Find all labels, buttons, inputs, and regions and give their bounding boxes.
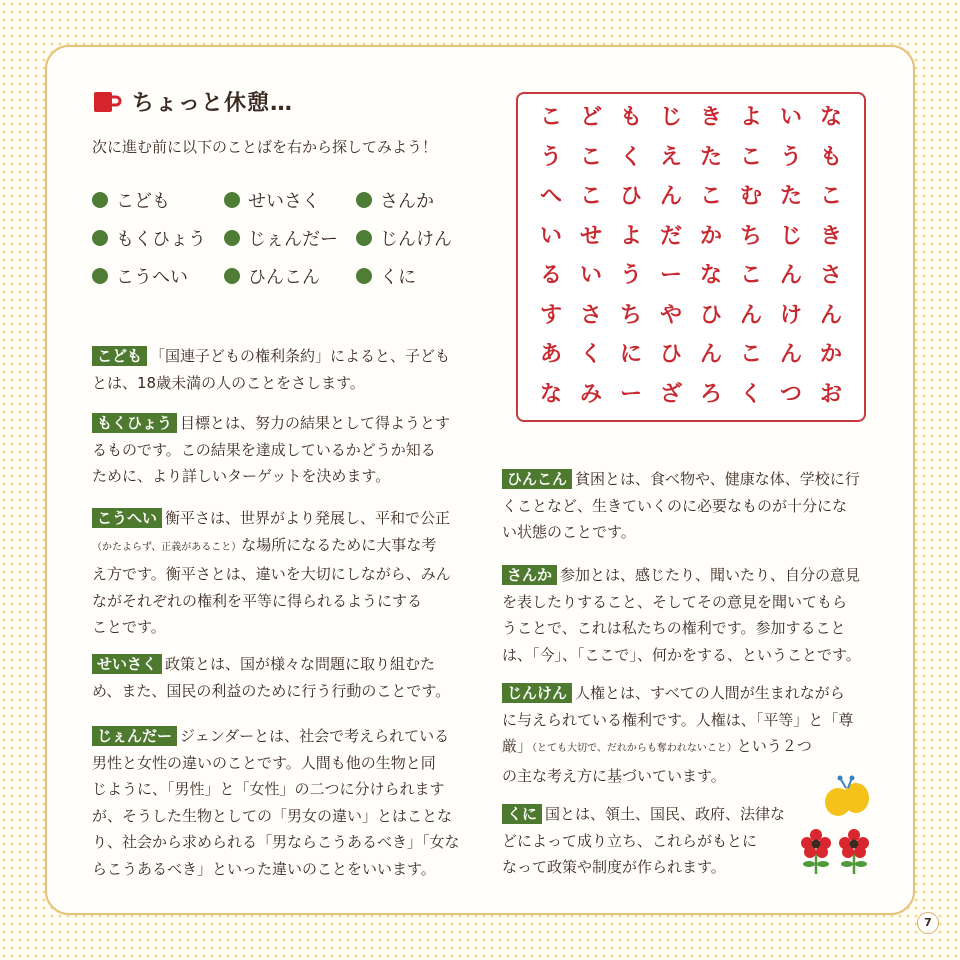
bullet-icon — [92, 268, 108, 284]
grid-cell: か — [699, 223, 722, 249]
grid-cell: さ — [819, 263, 842, 288]
bullet-icon — [224, 268, 240, 284]
grid-cell: ん — [699, 342, 722, 367]
grid-cell: こ — [739, 342, 762, 367]
grid-cell: た — [699, 144, 722, 170]
grid-cell: う — [619, 263, 642, 288]
word-item: じんけん — [356, 226, 482, 250]
grid-cell: ち — [619, 302, 642, 328]
definition-seisaku: せいさく 政策とは、国が様々な問題に取り組むた め、また、国民の利益のために行う行動のことです。 — [92, 655, 451, 700]
term-tag: もくひょう — [92, 413, 177, 433]
definition-hinkon: ひんこん 貧困とは、食べ物や、健康な体、学校に行 くことなど、生きていくのに必要なものが十分にな い状態のことです。 — [502, 470, 860, 541]
page-title: ちょっと休憩… — [132, 91, 294, 116]
grid-cell: ー — [619, 381, 642, 407]
grid-cell: う — [539, 144, 562, 170]
grid-cell: む — [739, 184, 762, 209]
flower-icon — [798, 828, 834, 876]
grid-cell: く — [739, 381, 762, 407]
flower-icon — [836, 828, 872, 876]
grid-cell: こ — [579, 184, 602, 209]
grid-cell: も — [619, 105, 642, 130]
grid-cell: く — [619, 144, 642, 170]
grid-cell: じ — [779, 223, 802, 249]
grid-cell: ん — [779, 342, 802, 367]
grid-cell: よ — [619, 223, 642, 249]
definition-mokuhyou: もくひょう 目標とは、努力の結果として得ようとす るものです。この結果を達成しているかどうか知る ために、より詳しいターゲットを決めます。 — [92, 414, 451, 485]
grid-cell: き — [699, 105, 722, 130]
grid-cell: な — [699, 263, 722, 288]
definition-kuni: くに 国とは、領土、国民、政府、法律な どによって成り立ち、これらがもとに なって政策や制度が作られます。 — [502, 805, 786, 876]
term-tag: くに — [502, 804, 542, 824]
grid-cell: さ — [579, 302, 602, 328]
grid-cell: こ — [579, 144, 602, 170]
grid-cell: ー — [659, 263, 682, 288]
grid-cell: き — [819, 223, 842, 249]
word-item: ひんこん — [224, 264, 356, 288]
butterfly-icon — [822, 774, 872, 820]
grid-cell: や — [659, 302, 682, 328]
term-tag: ひんこん — [502, 469, 572, 489]
definition-gender: じぇんだー ジェンダーとは、社会で考えられている 男性と女性の違いのことです。人間も他の生物と同 じように、「男性」と「女性」の二つに分けられます が、そうした生物としての「男女の違い」とはことな り、社会から求められる「男ならこうあるべき」「女な らこうあるべき」といった違いのことをいいます。 — [92, 727, 460, 878]
word-item: もくひょう — [92, 226, 224, 250]
bullet-icon — [356, 230, 372, 246]
grid-cell: ひ — [619, 184, 642, 209]
grid-cell: ん — [779, 263, 802, 288]
word-item: せいさく — [224, 188, 356, 212]
grid-cell: お — [819, 381, 842, 407]
grid-cell: な — [539, 381, 562, 407]
bullet-icon — [224, 192, 240, 208]
grid-cell: ひ — [659, 342, 682, 367]
grid-cell: へ — [539, 184, 562, 209]
grid-cell: ろ — [699, 381, 722, 407]
word-item: こども — [92, 188, 224, 212]
grid-cell: よ — [739, 105, 762, 130]
grid-cell: る — [539, 263, 562, 288]
grid-cell: じ — [659, 105, 682, 130]
term-tag: じぇんだー — [92, 726, 177, 746]
grid-cell: ど — [579, 105, 602, 130]
page-number: 7 — [917, 912, 939, 934]
word-item: くに — [356, 264, 482, 288]
word-item: さんか — [356, 188, 482, 212]
grid-cell: も — [819, 144, 842, 170]
definition-jinken: じんけん 人権とは、すべての人間が生まれながら に与えられている権利です。人権は、「平等」と「尊 厳」（とても大切で、だれからも奪われないこと）という２つ の主な考え方に基づいています。 — [502, 684, 854, 785]
grid-cell: ち — [739, 223, 762, 249]
term-tag: せいさく — [92, 654, 162, 674]
grid-cell: え — [659, 144, 682, 170]
grid-cell: か — [819, 342, 842, 367]
grid-cell: い — [579, 263, 602, 288]
bullet-icon — [356, 192, 372, 208]
title-row — [92, 86, 293, 117]
mug-icon — [92, 89, 122, 115]
grid-cell: こ — [739, 263, 762, 288]
bullet-icon — [224, 230, 240, 246]
grid-cell: い — [779, 105, 802, 130]
grid-cell: せ — [579, 223, 602, 249]
grid-cell: く — [579, 342, 602, 367]
grid-cell: こ — [739, 144, 762, 170]
grid-cell: こ — [699, 184, 722, 209]
term-tag: こうへい — [92, 508, 162, 528]
word-search-grid — [516, 92, 866, 422]
grid-cell: だ — [659, 223, 682, 249]
bullet-icon — [356, 268, 372, 284]
grid-cell: す — [539, 302, 562, 328]
word-item: こうへい — [92, 264, 224, 288]
grid-cell: ん — [739, 302, 762, 328]
grid-cell: な — [819, 105, 842, 130]
grid-cell: こ — [539, 105, 562, 130]
grid-cell: ん — [819, 302, 842, 328]
word-list — [92, 188, 482, 288]
grid-cell: ざ — [659, 381, 682, 407]
grid-cell: つ — [779, 381, 802, 407]
grid-cell: あ — [539, 342, 562, 367]
grid-cell: ん — [659, 184, 682, 209]
grid-cell: こ — [819, 184, 842, 209]
grid-cell: に — [619, 342, 642, 367]
term-tag: じんけん — [502, 683, 572, 703]
grid-cell: け — [779, 302, 802, 328]
grid-cell: た — [779, 184, 802, 209]
intro-text: 次に進む前に以下のことばを右から探してみよう！ — [92, 138, 438, 156]
grid-cell: ひ — [699, 302, 722, 328]
grid-cell: み — [579, 381, 602, 407]
bullet-icon — [92, 192, 108, 208]
term-tag: こども — [92, 346, 147, 366]
grid-cell: う — [779, 144, 802, 170]
bullet-icon — [92, 230, 108, 246]
term-tag: さんか — [502, 565, 557, 585]
word-item: じぇんだー — [224, 226, 356, 250]
definition-kouhei: こうへい 衡平さは、世界がより発展し、平和で公正 （かたよらず、正義があること）な場所になるために大事な考 え方です。衡平さとは、違いを大切にしながら、みん ながそれぞれの権利を平等に得られるようにする ことです。 — [92, 509, 451, 636]
definition-kodomo: こども 「国連子どもの権利条約」によると、子ども とは、18歳未満の人のことをさします。 — [92, 347, 451, 392]
definition-sanka: さんか 参加とは、感じたり、聞いたり、自分の意見 を表したりすること、そしてその意見を聞いてもら うことで、これは私たちの権利です。参加すること は、「今」、「ここで」、何かをする、ということです。 — [502, 566, 861, 664]
grid-cell: い — [539, 223, 562, 249]
